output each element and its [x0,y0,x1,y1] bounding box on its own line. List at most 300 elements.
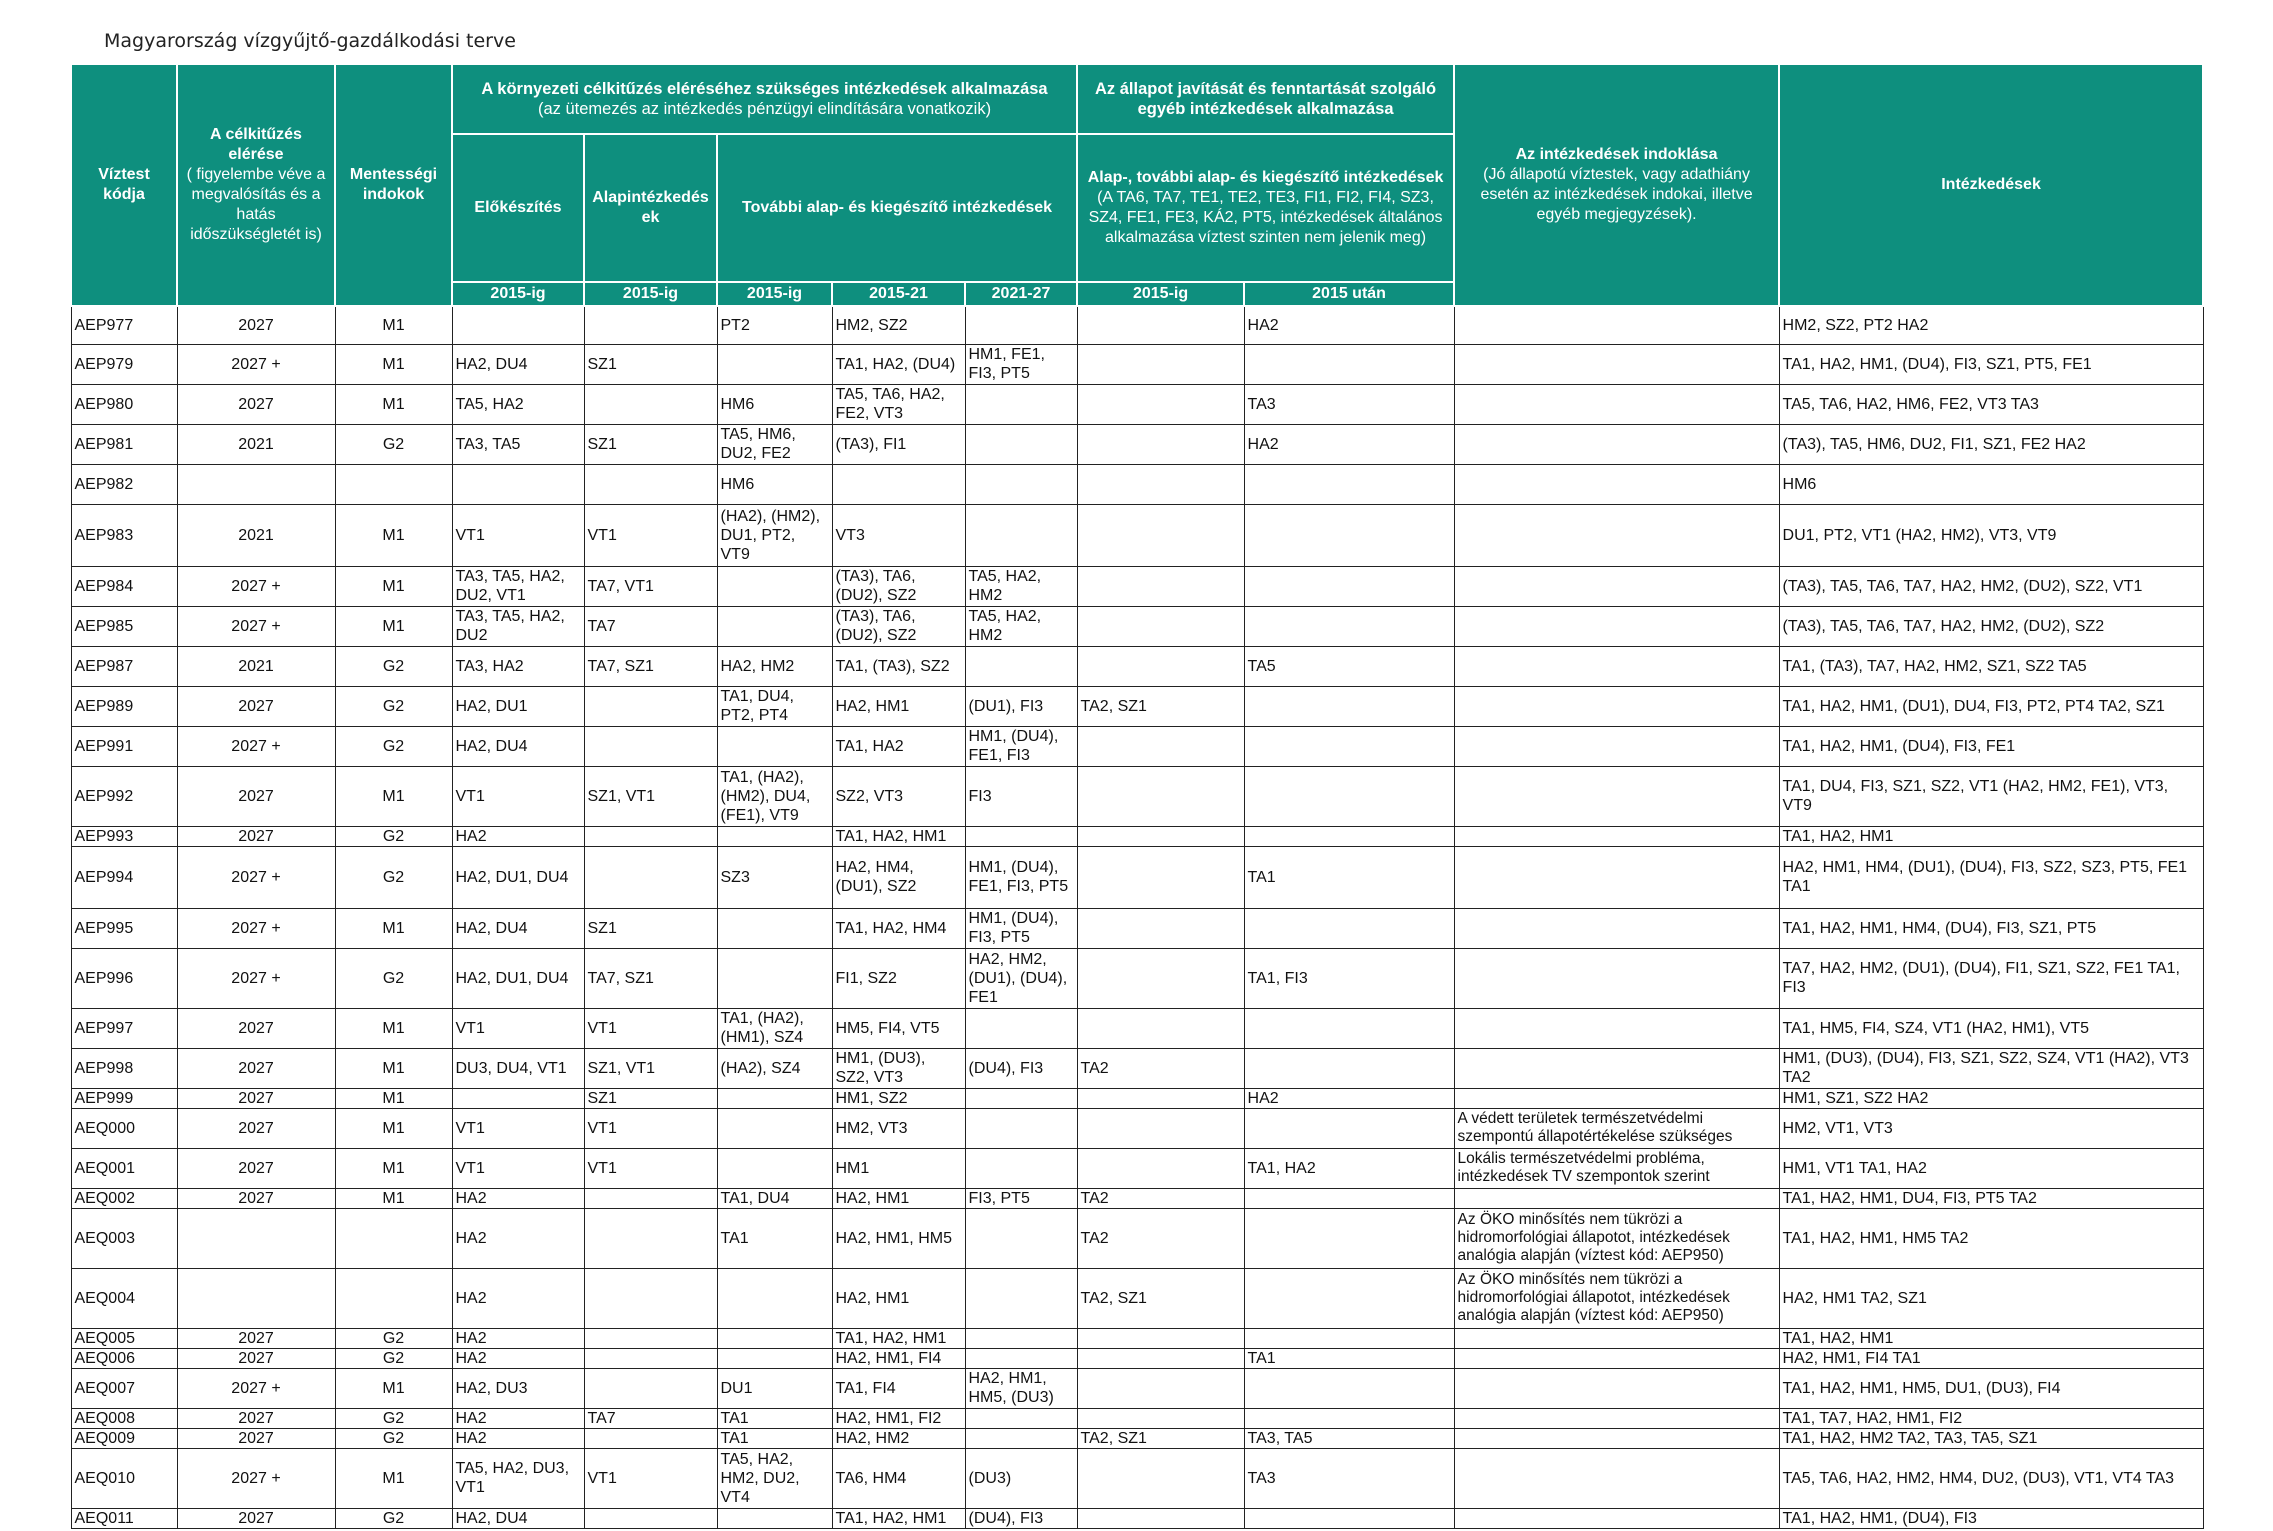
cell-other-after: TA1 [1244,1348,1454,1368]
cell-further-2015 [717,344,832,384]
cell-further-2015 [717,566,832,606]
cell-measures: TA1, HA2, HM1, HM5, DU1, (DU3), FI4 [1779,1368,2203,1408]
cell-measures: HA2, HM1 TA2, SZ1 [1779,1268,2203,1328]
cell-other-after: TA3, TA5 [1244,1428,1454,1448]
cell-further-2027 [965,384,1077,424]
cell-further-2027 [965,504,1077,566]
cell-further-2027 [965,1008,1077,1048]
cell-basic [584,686,717,726]
cell-exempt [335,1268,452,1328]
cell-further-2027 [965,1108,1077,1148]
cell-target: 2027 [177,384,335,424]
cell-reason [1454,1508,1779,1528]
table-row [71,766,2203,826]
cell-further-2027: (DU1), FI3 [965,686,1077,726]
cell-other-after [1244,686,1454,726]
cell-prep [452,306,584,344]
year-other-2015: 2015-ig [1077,282,1244,306]
cell-exempt: M1 [335,504,452,566]
year-other-after: 2015 után [1244,282,1454,306]
cell-other-after [1244,344,1454,384]
cell-reason: A védett területek természetvédelmi szempontú állapotértékelése szükséges [1454,1108,1779,1148]
cell-further-2021: TA1, (TA3), SZ2 [832,646,965,686]
header-reason: Az intézkedések indoklása (Jó állapotú víztestek, vagy adathiány esetén az intézkedések indokai, illetve egyéb megjegyzések). [1454,64,1779,306]
cell-basic: VT1 [584,1448,717,1508]
cell-code: AEQ007 [71,1368,177,1408]
cell-exempt: M1 [335,1368,452,1408]
cell-reason [1454,384,1779,424]
cell-reason [1454,344,1779,384]
cell-measures: HM2, VT1, VT3 [1779,1108,2203,1148]
cell-exempt: G2 [335,1408,452,1428]
cell-reason: Az ÖKO minősítés nem tükrözi a hidromorfológiai állapotot, intézkedések analógia alapján (víztest kód: AEP950) [1454,1208,1779,1268]
header-prep: Előkészítés [452,134,584,282]
cell-basic [584,1268,717,1328]
cell-exempt: G2 [335,1328,452,1348]
cell-code: AEQ006 [71,1348,177,1368]
table-row [71,1328,2203,1348]
cell-further-2015 [717,1088,832,1108]
cell-further-2021: HM1, (DU3), SZ2, VT3 [832,1048,965,1088]
cell-further-2015: TA1, (HA2), (HM1), SZ4 [717,1008,832,1048]
cell-measures: HM1, VT1 TA1, HA2 [1779,1148,2203,1188]
cell-further-2027 [965,1328,1077,1348]
cell-other-after [1244,1368,1454,1408]
cell-measures: TA1, HA2, HM1 [1779,1328,2203,1348]
cell-code: AEQ011 [71,1508,177,1528]
cell-further-2021: TA1, FI4 [832,1368,965,1408]
cell-further-2021: TA1, HA2, HM1 [832,1328,965,1348]
cell-other-2015 [1077,306,1244,344]
cell-other-2015: TA2 [1077,1188,1244,1208]
table-row [71,686,2203,726]
cell-further-2021: HA2, HM1, FI4 [832,1348,965,1368]
cell-target [177,1268,335,1328]
cell-measures: TA1, HA2, HM1, (DU1), DU4, FI3, PT2, PT4 TA2, SZ1 [1779,686,2203,726]
cell-measures: TA1, HA2, HM1, (DU4), FI3, FE1 [1779,726,2203,766]
cell-prep: HA2 [452,826,584,846]
cell-other-2015: TA2, SZ1 [1077,1268,1244,1328]
cell-basic [584,1368,717,1408]
cell-exempt: G2 [335,846,452,908]
cell-further-2021: HA2, HM1 [832,686,965,726]
cell-basic [584,826,717,846]
cell-further-2027: FI3, PT5 [965,1188,1077,1208]
cell-basic [584,1508,717,1528]
cell-exempt: G2 [335,686,452,726]
cell-exempt: G2 [335,1348,452,1368]
cell-prep: VT1 [452,1008,584,1048]
cell-exempt [335,464,452,504]
cell-basic: SZ1, VT1 [584,1048,717,1088]
cell-other-after [1244,1508,1454,1528]
cell-reason [1454,306,1779,344]
cell-further-2027 [965,646,1077,686]
cell-exempt: G2 [335,726,452,766]
cell-further-2021: HM5, FI4, VT5 [832,1008,965,1048]
cell-other-after: TA3 [1244,1448,1454,1508]
cell-code: AEP977 [71,306,177,344]
cell-target: 2027 [177,1088,335,1108]
cell-code: AEQ003 [71,1208,177,1268]
cell-reason [1454,646,1779,686]
cell-target: 2027 + [177,948,335,1008]
cell-prep: TA3, TA5 [452,424,584,464]
cell-further-2027 [965,1088,1077,1108]
cell-other-2015 [1077,1108,1244,1148]
cell-further-2015: TA1, DU4, PT2, PT4 [717,686,832,726]
cell-target: 2027 [177,1348,335,1368]
cell-basic [584,846,717,908]
table-row [71,1108,2203,1148]
cell-further-2021: HA2, HM1 [832,1268,965,1328]
year-further-2021: 2015-21 [832,282,965,306]
cell-other-after: TA1 [1244,846,1454,908]
cell-reason [1454,846,1779,908]
cell-basic: VT1 [584,504,717,566]
cell-measures: (TA3), TA5, TA6, TA7, HA2, HM2, (DU2), SZ2, VT1 [1779,566,2203,606]
cell-prep: HA2 [452,1348,584,1368]
cell-basic [584,1348,717,1368]
table-row [71,1208,2203,1268]
cell-other-2015 [1077,948,1244,1008]
cell-target: 2027 [177,1188,335,1208]
cell-code: AEQ002 [71,1188,177,1208]
cell-reason [1454,686,1779,726]
cell-basic: VT1 [584,1108,717,1148]
cell-exempt: M1 [335,1188,452,1208]
cell-prep: HA2 [452,1188,584,1208]
cell-exempt: G2 [335,424,452,464]
cell-other-after [1244,1108,1454,1148]
cell-measures: TA1, DU4, FI3, SZ1, SZ2, VT1 (HA2, HM2, FE1), VT3, VT9 [1779,766,2203,826]
cell-other-after: TA1, FI3 [1244,948,1454,1008]
cell-reason [1454,504,1779,566]
cell-further-2021: (TA3), FI1 [832,424,965,464]
cell-further-2021: HA2, HM1, HM5 [832,1208,965,1268]
cell-basic [584,1328,717,1348]
cell-basic: TA7, SZ1 [584,646,717,686]
cell-other-2015 [1077,908,1244,948]
year-prep: 2015-ig [452,282,584,306]
cell-other-after [1244,1188,1454,1208]
page-title: Magyarország vízgyűjtő-gazdálkodási terve [104,30,516,52]
cell-further-2021: FI1, SZ2 [832,948,965,1008]
cell-exempt: G2 [335,1508,452,1528]
cell-target: 2027 + [177,1448,335,1508]
cell-code: AEQ010 [71,1448,177,1508]
cell-reason: Az ÖKO minősítés nem tükrözi a hidromorfológiai állapotot, intézkedések analógia alapján (víztest kód: AEP950) [1454,1268,1779,1328]
header-group-env: A környezeti célkitűzés eléréséhez szükséges intézkedések alkalmazása (az ütemezés az intézkedés pénzügyi elindítására vonatkozik) [452,64,1077,134]
cell-prep: HA2 [452,1408,584,1428]
cell-measures: DU1, PT2, VT1 (HA2, HM2), VT3, VT9 [1779,504,2203,566]
cell-further-2015: HM6 [717,384,832,424]
cell-target: 2027 + [177,846,335,908]
cell-measures: (TA3), TA5, TA6, TA7, HA2, HM2, (DU2), SZ2 [1779,606,2203,646]
cell-other-after [1244,1328,1454,1348]
cell-further-2021: TA5, TA6, HA2, FE2, VT3 [832,384,965,424]
cell-measures: TA5, TA6, HA2, HM2, HM4, DU2, (DU3), VT1, VT4 TA3 [1779,1448,2203,1508]
cell-further-2015: SZ3 [717,846,832,908]
cell-other-2015 [1077,726,1244,766]
year-further-2015: 2015-ig [717,282,832,306]
cell-other-2015: TA2, SZ1 [1077,686,1244,726]
cell-basic [584,306,717,344]
cell-further-2027 [965,1348,1077,1368]
cell-prep: DU3, DU4, VT1 [452,1048,584,1088]
cell-measures: TA1, (TA3), TA7, HA2, HM2, SZ1, SZ2 TA5 [1779,646,2203,686]
cell-other-after [1244,1208,1454,1268]
cell-prep [452,1088,584,1108]
cell-further-2021: TA1, HA2, HM4 [832,908,965,948]
cell-exempt: M1 [335,1448,452,1508]
cell-reason [1454,908,1779,948]
table-row [71,464,2203,504]
cell-target: 2027 + [177,344,335,384]
cell-further-2027 [965,464,1077,504]
cell-prep: TA3, HA2 [452,646,584,686]
cell-prep: HA2, DU1, DU4 [452,846,584,908]
cell-further-2015 [717,826,832,846]
cell-basic [584,384,717,424]
cell-basic: SZ1 [584,344,717,384]
cell-target: 2027 [177,766,335,826]
cell-further-2015: HA2, HM2 [717,646,832,686]
cell-prep: HA2 [452,1328,584,1348]
cell-further-2015 [717,726,832,766]
cell-further-2027: HA2, HM2, (DU1), (DU4), FE1 [965,948,1077,1008]
cell-further-2027: (DU4), FI3 [965,1508,1077,1528]
table-row [71,1348,2203,1368]
cell-prep: TA5, HA2 [452,384,584,424]
cell-prep: TA3, TA5, HA2, DU2 [452,606,584,646]
cell-measures: TA1, HA2, HM1, (DU4), FI3 [1779,1508,2203,1528]
cell-reason [1454,1348,1779,1368]
cell-further-2027 [965,1268,1077,1328]
table-row [71,566,2203,606]
cell-further-2027: TA5, HA2, HM2 [965,606,1077,646]
cell-target: 2027 + [177,726,335,766]
cell-target: 2021 [177,424,335,464]
cell-prep: TA3, TA5, HA2, DU2, VT1 [452,566,584,606]
header-exempt: Mentességi indokok [335,64,452,306]
cell-code: AEP984 [71,566,177,606]
cell-code: AEP995 [71,908,177,948]
cell-other-after: HA2 [1244,1088,1454,1108]
cell-exempt: M1 [335,1048,452,1088]
cell-exempt: G2 [335,826,452,846]
cell-further-2015 [717,1508,832,1528]
cell-other-after [1244,826,1454,846]
cell-code: AEP992 [71,766,177,826]
cell-code: AEP993 [71,826,177,846]
cell-prep: TA5, HA2, DU3, VT1 [452,1448,584,1508]
cell-measures: TA1, HA2, HM1, (DU4), FI3, SZ1, PT5, FE1 [1779,344,2203,384]
cell-further-2015 [717,606,832,646]
cell-basic: TA7, VT1 [584,566,717,606]
cell-code: AEP987 [71,646,177,686]
cell-target: 2027 + [177,606,335,646]
cell-code: AEP994 [71,846,177,908]
cell-further-2027: HM1, (DU4), FI3, PT5 [965,908,1077,948]
cell-basic: TA7 [584,606,717,646]
cell-measures: TA1, TA7, HA2, HM1, FI2 [1779,1408,2203,1428]
cell-further-2021: TA1, HA2, HM1 [832,1508,965,1528]
cell-further-2015: TA5, HM6, DU2, FE2 [717,424,832,464]
cell-other-2015 [1077,1508,1244,1528]
cell-further-2021: SZ2, VT3 [832,766,965,826]
cell-other-after: TA1, HA2 [1244,1148,1454,1188]
cell-exempt: M1 [335,384,452,424]
cell-prep: VT1 [452,766,584,826]
cell-exempt: M1 [335,306,452,344]
cell-other-2015: TA2 [1077,1208,1244,1268]
cell-target: 2027 [177,1508,335,1528]
table-row [71,504,2203,566]
cell-target: 2027 [177,686,335,726]
cell-reason [1454,948,1779,1008]
cell-further-2021: TA1, HA2, HM1 [832,826,965,846]
cell-target: 2027 [177,826,335,846]
cell-exempt: M1 [335,1088,452,1108]
cell-basic: SZ1 [584,424,717,464]
cell-other-2015 [1077,766,1244,826]
table-row [71,1008,2203,1048]
cell-exempt: G2 [335,646,452,686]
cell-reason [1454,424,1779,464]
table-row [71,424,2203,464]
cell-further-2015: DU1 [717,1368,832,1408]
cell-target: 2021 [177,646,335,686]
cell-further-2021: HA2, HM4, (DU1), SZ2 [832,846,965,908]
cell-other-2015: TA2 [1077,1048,1244,1088]
cell-target: 2027 [177,1328,335,1348]
cell-prep: HA2, DU1, DU4 [452,948,584,1008]
cell-further-2027 [965,1208,1077,1268]
table-row [71,948,2203,1008]
cell-code: AEP991 [71,726,177,766]
cell-exempt: G2 [335,948,452,1008]
table-row [71,1188,2203,1208]
cell-reason [1454,566,1779,606]
cell-measures: TA5, TA6, HA2, HM6, FE2, VT3 TA3 [1779,384,2203,424]
cell-prep: HA2, DU4 [452,1508,584,1528]
cell-prep: HA2, DU4 [452,344,584,384]
cell-code: AEP979 [71,344,177,384]
cell-further-2021: VT3 [832,504,965,566]
cell-reason [1454,726,1779,766]
cell-target: 2027 + [177,1368,335,1408]
cell-target: 2021 [177,504,335,566]
cell-other-after [1244,606,1454,646]
cell-measures: TA7, HA2, HM2, (DU1), (DU4), FI1, SZ1, SZ2, FE1 TA1, FI3 [1779,948,2203,1008]
cell-basic [584,1208,717,1268]
cell-further-2021: HA2, HM1, FI2 [832,1408,965,1428]
table-row [71,846,2203,908]
cell-reason [1454,1008,1779,1048]
cell-measures: TA1, HA2, HM1, DU4, FI3, PT5 TA2 [1779,1188,2203,1208]
cell-reason [1454,1428,1779,1448]
cell-code: AEP998 [71,1048,177,1088]
cell-further-2015 [717,1328,832,1348]
cell-further-2027 [965,1408,1077,1428]
header-basic: Alapintézkedés ek [584,134,717,282]
cell-code: AEP980 [71,384,177,424]
cell-target: 2027 [177,306,335,344]
cell-basic: SZ1, VT1 [584,766,717,826]
cell-reason [1454,1408,1779,1428]
cell-further-2027 [965,1428,1077,1448]
cell-other-2015 [1077,646,1244,686]
cell-other-2015: TA2, SZ1 [1077,1428,1244,1448]
cell-target [177,1208,335,1268]
header-code: Víztest kódja [71,64,177,306]
cell-exempt: M1 [335,344,452,384]
cell-other-after [1244,726,1454,766]
cell-measures: HA2, HM1, FI4 TA1 [1779,1348,2203,1368]
header-further: További alap- és kiegészítő intézkedések [717,134,1077,282]
table-row [71,1448,2203,1508]
cell-further-2021: HM2, VT3 [832,1108,965,1148]
cell-measures: TA1, HM5, FI4, SZ4, VT1 (HA2, HM1), VT5 [1779,1008,2203,1048]
cell-other-2015 [1077,344,1244,384]
cell-measures: HM1, SZ1, SZ2 HA2 [1779,1088,2203,1108]
cell-further-2015: (HA2), (HM2), DU1, PT2, VT9 [717,504,832,566]
header-measures: Intézkedések [1779,64,2203,306]
cell-code: AEQ004 [71,1268,177,1328]
cell-other-2015 [1077,464,1244,504]
cell-prep: HA2 [452,1428,584,1448]
cell-code: AEP997 [71,1008,177,1048]
cell-other-2015 [1077,504,1244,566]
cell-other-after [1244,464,1454,504]
cell-exempt: G2 [335,1428,452,1448]
cell-further-2021 [832,464,965,504]
cell-basic: TA7, SZ1 [584,948,717,1008]
cell-target: 2027 [177,1008,335,1048]
cell-prep: HA2, DU4 [452,908,584,948]
header-target: A célkitűzés elérése ( figyelembe véve a megvalósítás és a hatás időszükségletét is) [177,64,335,306]
table-row [71,1428,2203,1448]
cell-reason [1454,1368,1779,1408]
cell-target: 2027 + [177,566,335,606]
cell-other-2015 [1077,1148,1244,1188]
cell-other-2015 [1077,1368,1244,1408]
year-further-2027: 2021-27 [965,282,1077,306]
cell-further-2015 [717,948,832,1008]
cell-code: AEQ005 [71,1328,177,1348]
cell-prep [452,464,584,504]
cell-further-2027 [965,306,1077,344]
cell-reason [1454,1448,1779,1508]
cell-other-after [1244,1048,1454,1088]
cell-exempt: M1 [335,606,452,646]
table-body [71,306,2203,1528]
cell-other-after [1244,1268,1454,1328]
cell-other-2015 [1077,424,1244,464]
cell-further-2021: HM1 [832,1148,965,1188]
table-row [71,646,2203,686]
table-row [71,1508,2203,1528]
cell-prep: HA2, DU4 [452,726,584,766]
table-row [71,908,2203,948]
cell-further-2027: HM1, (DU4), FE1, FI3 [965,726,1077,766]
cell-reason [1454,1188,1779,1208]
cell-basic [584,1428,717,1448]
cell-measures: (TA3), TA5, HM6, DU2, FI1, SZ1, FE2 HA2 [1779,424,2203,464]
cell-other-after: HA2 [1244,306,1454,344]
cell-further-2015: TA5, HA2, HM2, DU2, VT4 [717,1448,832,1508]
